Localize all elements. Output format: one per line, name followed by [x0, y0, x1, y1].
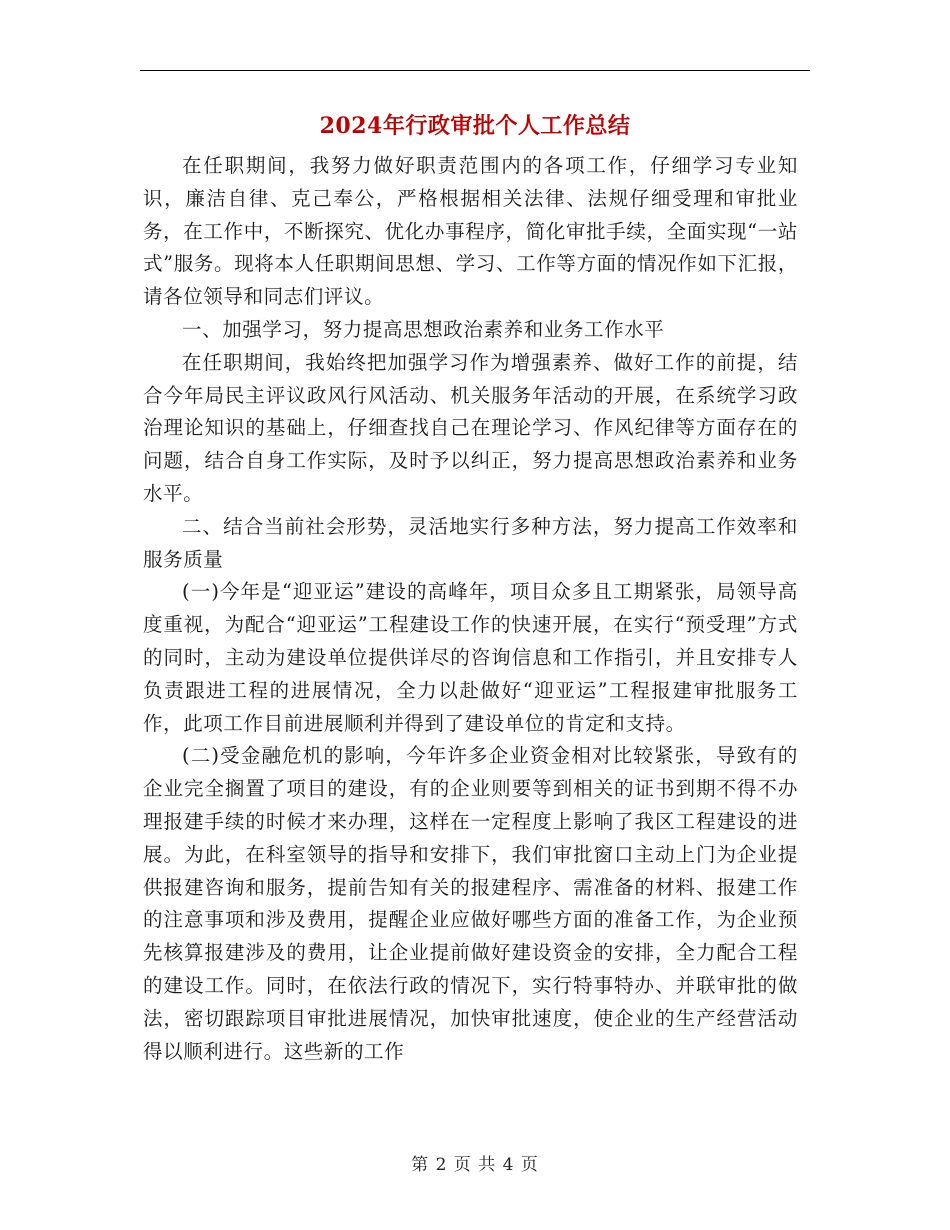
document-body — [143, 150, 798, 1068]
page-number-footer: 第 2 页 共 4 页 — [411, 1155, 539, 1175]
document-title: 2024年行政审批个人工作总结 — [319, 113, 631, 139]
section-heading-1: 一、加强学习，努力提高思想政治素养和业务工作水平 — [182, 317, 665, 341]
section-heading-2: 二、结合当前社会形势，灵活地实行多种方法，努力提高工作效率和服务质量 — [143, 514, 798, 571]
subsection-2-paragraph: (二)受金融危机的影响，今年许多企业资金相对比较紧张，导致有的企业完全搁置了项目的建设，有的企业则要等到相关的证书到期不得不办理报建手续的时候才来办理，这样在一定程度上影响了我区工程建设的进展。为此，在科室领导的指导和安排下，我们审批窗口主动上门为企业提供报建咨询和服务，提前告知有关的报建程序、需准备的材料、报建工作的注意事项和涉及费用，提醒企业应做好哪些方面的准备工作，为企业预先核算报建涉及的费用，让企业提前做好建设资金的安排，全力配合工程的建设工作。同时，在依法行政的情况下，实行特事特办、并联审批的做法，密切跟踪项目审批进展情况，加快审批速度，使企业的生产经营活动得以顺利进行。这些新的工作 — [143, 744, 798, 1063]
subsection-1-paragraph: (一)今年是“迎亚运”建设的高峰年，项目众多且工期紧张，局领导高度重视，为配合“迎亚运”工程建设工作的快速开展，在实行“预受理”方式的同时，主动为建设单位提供详尽的咨询信息和工作指引，并且安排专人负责跟进工程的进展情况，全力以赴做好“迎亚运”工程报建审批服务工作，此项工作目前进展顺利并得到了建设单位的肯定和支持。 — [143, 580, 798, 735]
section-1-paragraph: 在任职期间，我始终把加强学习作为增强素养、做好工作的前提，结合今年局民主评议政风行风活动、机关服务年活动的开展，在系统学习政治理论知识的基础上，仔细查找自己在理论学习、作风纪律等方面存在的问题，结合自身工作实际，及时予以纠正，努力提高思想政治素养和业务水平。 — [143, 350, 798, 505]
header-divider — [140, 70, 810, 71]
intro-paragraph: 在任职期间，我努力做好职责范围内的各项工作，仔细学习专业知识，廉洁自律、克己奉公，严格根据相关法律、法规仔细受理和审批业务，在工作中，不断探究、优化办事程序，简化审批手续，全面实现“一站式”服务。现将本人任职期间思想、学习、工作等方面的情况作如下汇报，请各位领导和同志们评议。 — [143, 154, 798, 309]
